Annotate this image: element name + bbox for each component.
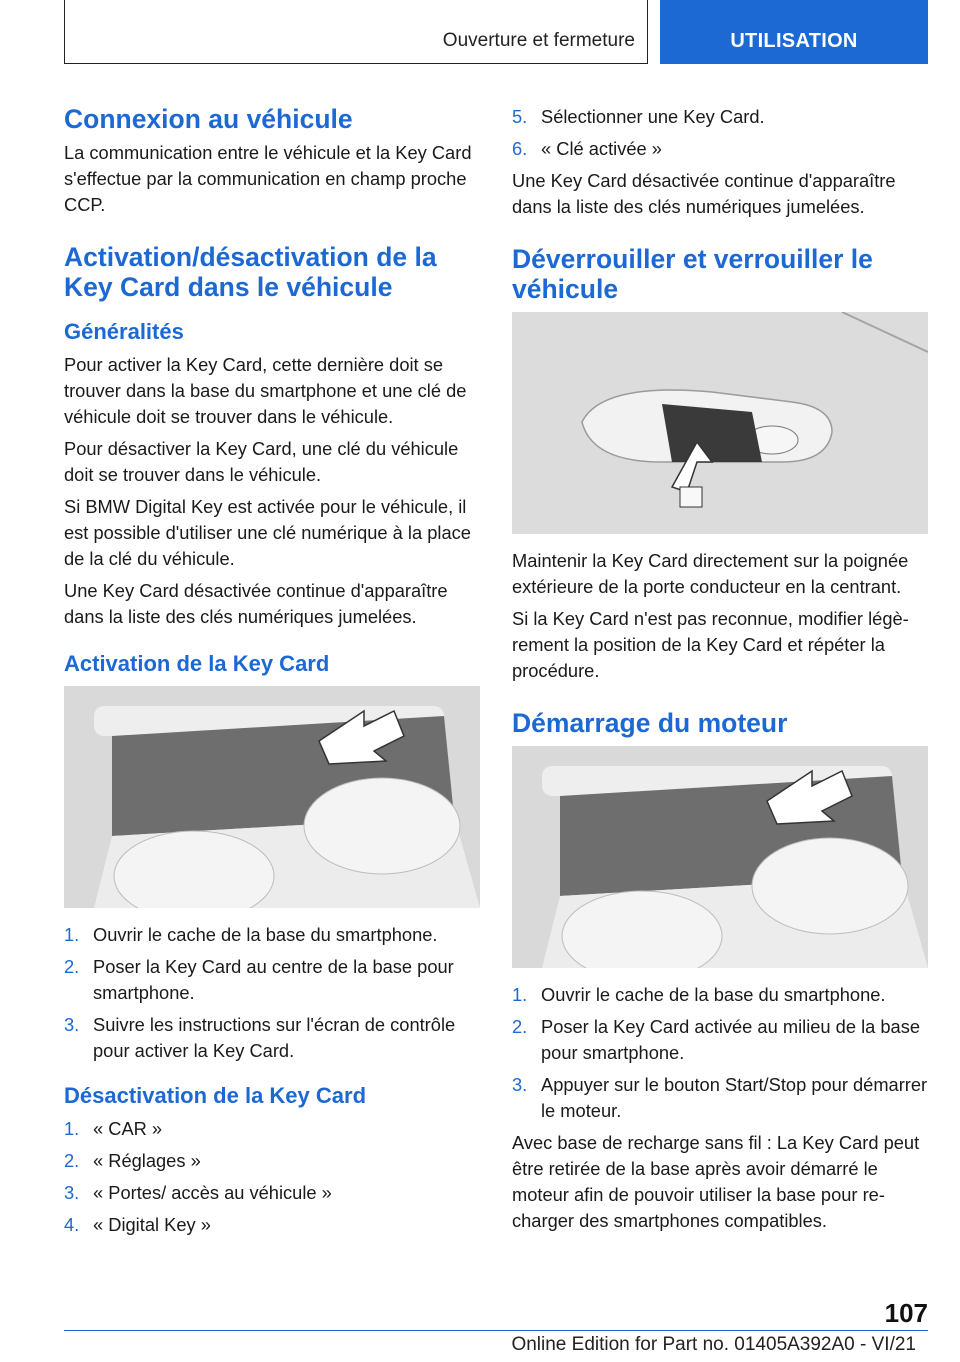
header-section-box xyxy=(64,0,648,64)
para-generalites-1: Pour activer la Key Card, cette dernière doit se trouver dans la base du smartphone et une clé de véhicule doit se trouver dans le véhicule. xyxy=(64,354,467,427)
list-item: 3. « Portes/ accès au véhicule » xyxy=(64,1182,332,1203)
heading-connexion: Connexion au véhicule xyxy=(64,104,353,134)
heading-desactivation: Désactivation de la Key Card xyxy=(64,1083,367,1108)
list-item: 2. Poser la Key Card activée au milieu de la base pour smartphone. xyxy=(512,1016,921,1063)
illustration-smartphone-tray-start xyxy=(512,746,928,968)
right-column xyxy=(512,104,928,1240)
para-desactivee: Une Key Card désactivée continue d'apparaître dans la liste des clés numériques jumelées. xyxy=(512,170,896,217)
para-generalites-4: Une Key Card désactivée continue d'apparaître dans la liste des clés numériques jumelées. xyxy=(64,580,448,627)
heading-demarrage: Démarrage du moteur xyxy=(512,708,788,738)
heading-generalites: Généralités xyxy=(64,319,184,344)
header-chapter-tab[interactable]: UTILISATION xyxy=(660,0,928,64)
footer-divider xyxy=(64,1330,928,1331)
left-column xyxy=(64,100,480,1244)
illustration-door-handle xyxy=(512,312,928,534)
list-item: 1. Ouvrir le cache de la base du smartphone. xyxy=(512,984,886,1005)
heading-activation-desactivation: Activation/désactivation de la Key Card dans le véhicule xyxy=(64,242,437,302)
list-item: 3. Appuyer sur le bouton Start/Stop pour démarrer le moteur. xyxy=(512,1074,928,1121)
heading-activation: Activation de la Key Card xyxy=(64,651,330,676)
list-item: 4. « Digital Key » xyxy=(64,1214,211,1235)
heading-deverrouiller: Déverrouiller et verrouiller le véhicule xyxy=(512,244,873,304)
demarrage-steps xyxy=(512,982,928,1124)
list-item: 5. Sélectionner une Key Card. xyxy=(512,106,765,127)
list-item: 1. « CAR » xyxy=(64,1118,163,1139)
desactivation-steps xyxy=(64,1116,480,1238)
para-generalites-2: Pour désactiver la Key Card, une clé du véhicule doit se trouver dans le véhicule. xyxy=(64,438,459,485)
list-item: 6. « Clé activée » xyxy=(512,138,662,159)
activation-steps xyxy=(64,922,480,1064)
para-demarrage: Avec base de recharge sans fil : La Key Card peut être retirée de la base après avoir démarré le moteur afin de pouvoir utiliser la base pour recharger des smartphones compatibles. xyxy=(512,1132,920,1231)
para-generalites-3: Si BMW Digital Key est activée pour le véhicule, il est possible d'utiliser une clé numérique à la place de la clé du véhicule. xyxy=(64,496,471,569)
illustration-smartphone-tray xyxy=(64,686,480,908)
list-item: 3. Suivre les instructions sur l'écran de contrôle pour activer la Key Card. xyxy=(64,1014,456,1061)
para-connexion: La communication entre le véhicule et la Key Card s'effectue par la communication en champ proche CCP. xyxy=(64,142,472,215)
footer-edition: Online Edition for Part no. 01405A392A0 - VI/21 xyxy=(511,1334,916,1355)
list-item: 1. Ouvrir le cache de la base du smartphone. xyxy=(64,924,438,945)
para-deverrouiller-1: Maintenir la Key Card directement sur la poignée extérieure de la porte conducteur en la centrant. xyxy=(512,550,909,597)
para-deverrouiller-2: Si la Key Card n'est pas reconnue, modifier légèrement la position de la Key Card et répéter la procédure. xyxy=(512,608,909,681)
list-item: 2. « Réglages » xyxy=(64,1150,201,1171)
header-section-title: Ouverture et fermeture xyxy=(442,30,635,51)
page-number: 107 xyxy=(884,1298,928,1328)
list-item: 2. Poser la Key Card au centre de la base pour smartphone. xyxy=(64,956,454,1003)
